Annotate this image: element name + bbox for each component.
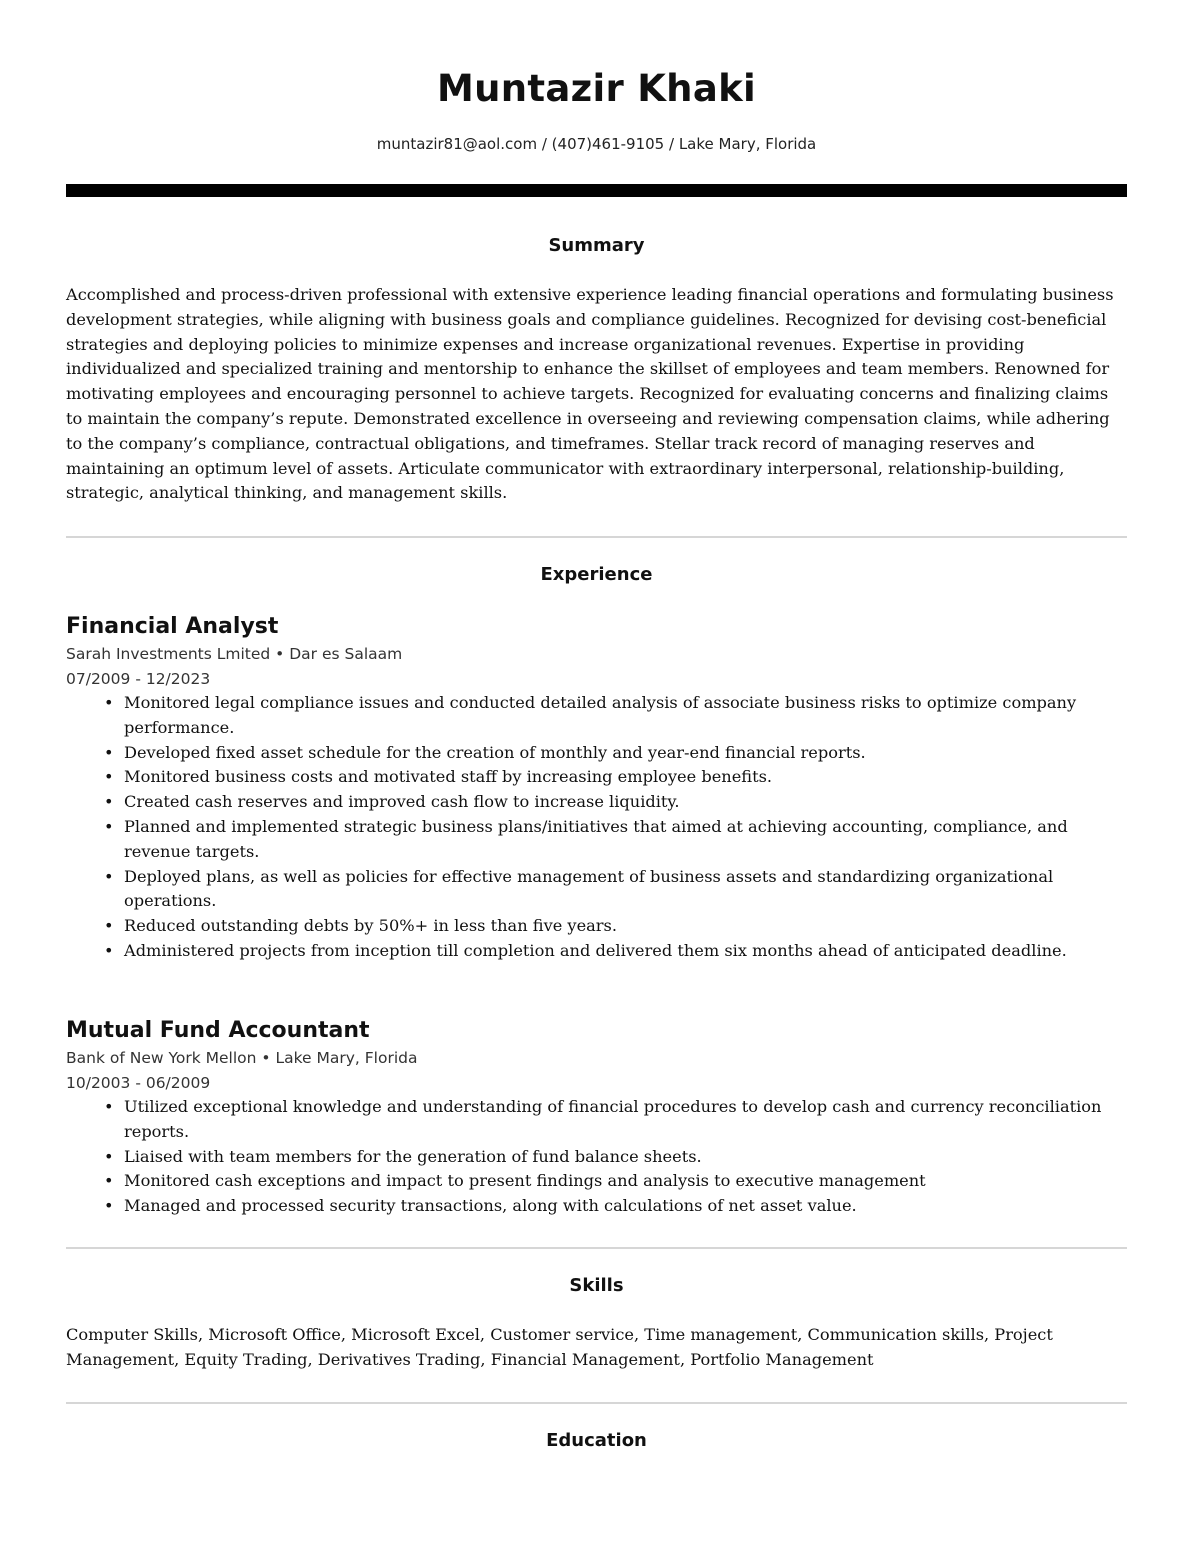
job-bullet: • Administered projects from inception till completion and delivered them six months ahead of anticipated deadline. — [124, 939, 1127, 964]
job-bullet: • Developed fixed asset schedule for the creation of monthly and year-end financial reports. — [124, 741, 1127, 766]
job-bullet: • Reduced outstanding debts by 50%+ in less than five years. — [124, 914, 1127, 939]
job-bullet: • Liaised with team members for the generation of fund balance sheets. — [124, 1145, 1127, 1170]
job-bullet: • Monitored business costs and motivated staff by increasing employee benefits. — [124, 765, 1127, 790]
job-bullet: • Created cash reserves and improved cash flow to increase liquidity. — [124, 790, 1127, 815]
job-entry-financial-analyst — [66, 612, 1127, 964]
job-bullet-list — [66, 1095, 1127, 1219]
skills-heading: Skills — [569, 1275, 624, 1296]
section-divider — [66, 1402, 1127, 1404]
job-bullet: • Deployed plans, as well as policies for effective management of business assets and standardizing organizational operations. — [124, 865, 1127, 915]
candidate-name: Muntazir Khaki — [437, 67, 756, 110]
job-bullet-list — [66, 691, 1127, 964]
experience-heading: Experience — [540, 564, 653, 585]
summary-heading: Summary — [548, 235, 645, 256]
job-company: Sarah Investments Lmited • Dar es Salaam — [66, 645, 403, 663]
job-dates: 07/2009 - 12/2023 — [66, 669, 211, 688]
job-bullet: • Managed and processed security transactions, along with calculations of net asset value. — [124, 1194, 1127, 1219]
section-divider — [66, 1247, 1127, 1249]
job-bullet: • Utilized exceptional knowledge and understanding of financial procedures to develop cash and currency reconciliation reports. — [124, 1095, 1127, 1145]
job-company: Bank of New York Mellon • Lake Mary, Florida — [66, 1049, 418, 1067]
education-heading: Education — [546, 1430, 647, 1451]
job-bullet: • Planned and implemented strategic business plans/initiatives that aimed at achieving accounting, compliance, and revenue targets. — [124, 815, 1127, 865]
section-divider — [66, 536, 1127, 538]
job-title: Financial Analyst — [66, 614, 279, 639]
job-bullet: • Monitored legal compliance issues and conducted detailed analysis of associate business risks to optimize company performance. — [124, 691, 1127, 741]
job-title: Mutual Fund Accountant — [66, 1018, 370, 1043]
header-divider — [66, 184, 1127, 197]
summary-text: Accomplished and process-driven professional with extensive experience leading financial operations and formulating business development strategies, while aligning with business goals and compliance guidelines. Recognized for devising cost-beneficial strategies and deploying policies to minimize expenses and increase organizational revenues. Expertise in providing individualized and specialized training and mentorship to enhance the skillset of employees and team members. Renowned for motivating employees and encouraging personnel to achieve targets. Recognized for evaluating concerns and finalizing claims to maintain the company’s repute. Demonstrated excellence in overseeing and reviewing compensation claims, while adhering to the company’s compliance, contractual obligations, and timeframes. Stellar track record of managing reserves and maintaining an optimum level of assets. Articulate communicator with extraordinary interpersonal, relationship-building, strategic, analytical thinking, and management skills. — [66, 285, 1114, 503]
job-dates: 10/2003 - 06/2009 — [66, 1073, 211, 1092]
job-entry-mutual-fund-accountant — [66, 1016, 1127, 1219]
skills-text: Computer Skills, Microsoft Office, Microsoft Excel, Customer service, Time management, Communication skills, Project Management, Equity Trading, Derivatives Trading, Financial Management, Portfolio Management — [66, 1325, 1053, 1369]
job-bullet: • Monitored cash exceptions and impact to present findings and analysis to executive management — [124, 1169, 1127, 1194]
contact-line: muntazir81@aol.com / (407)461-9105 / Lake Mary, Florida — [376, 135, 817, 153]
